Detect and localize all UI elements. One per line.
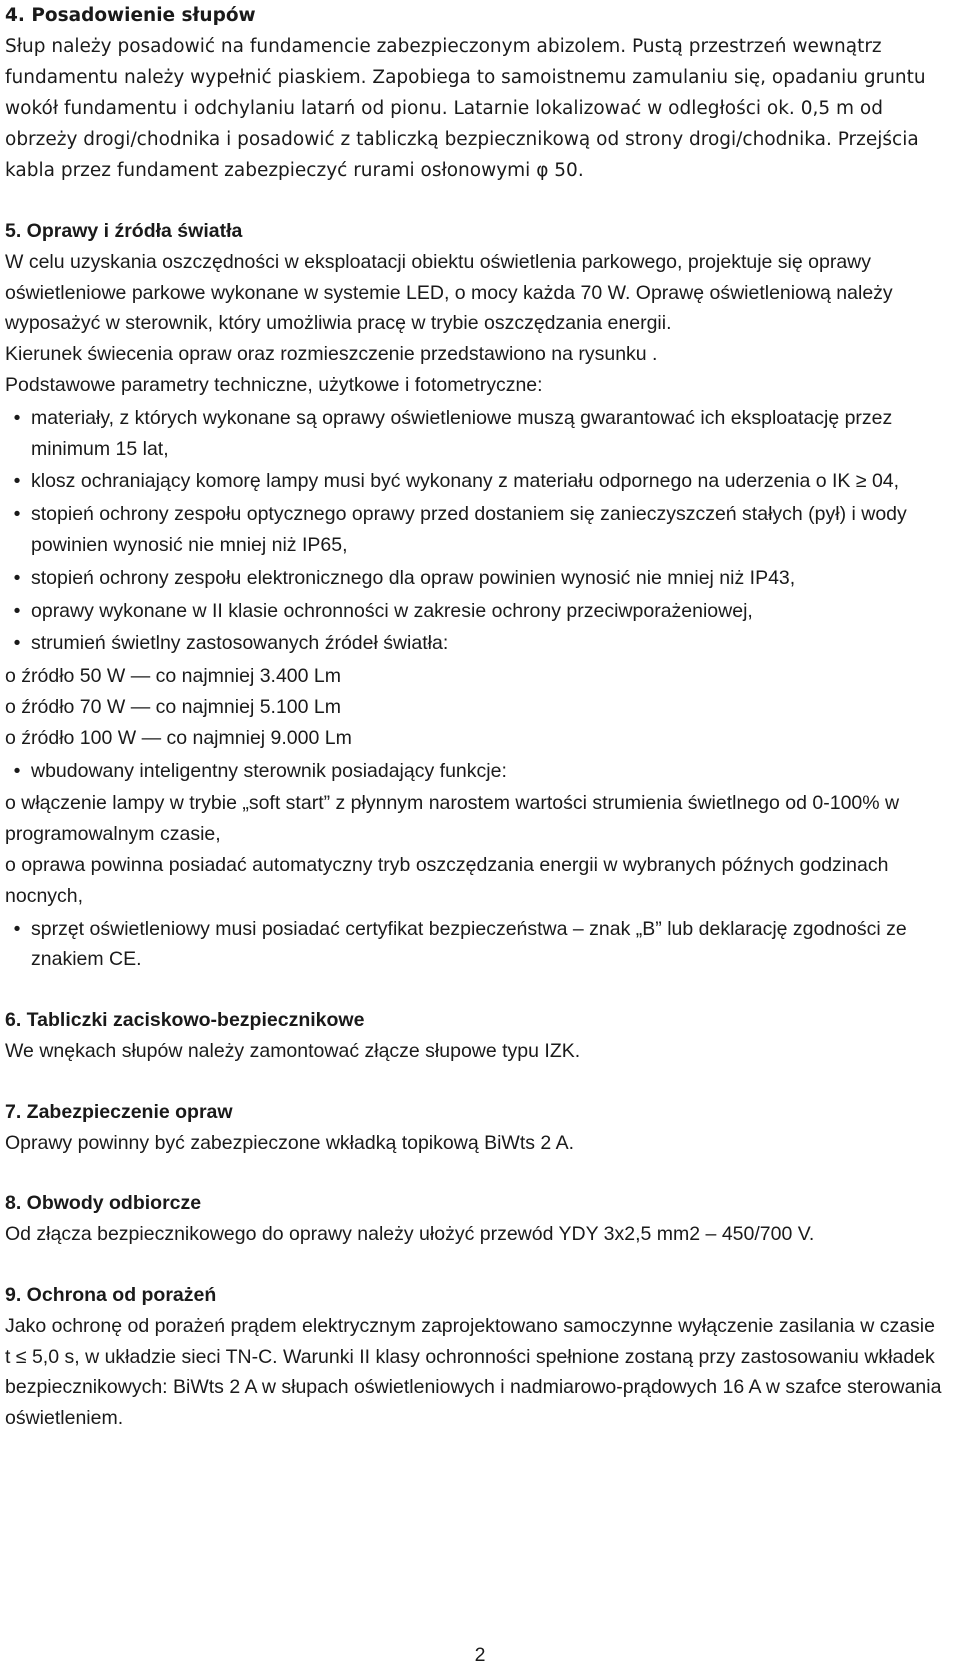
bullet-item bbox=[5, 596, 945, 627]
bullet-text: wbudowany inteligentny sterownik posiadający funkcje: bbox=[31, 759, 507, 782]
bullet-item bbox=[5, 756, 945, 787]
controller-item: o oprawa powinna posiadać automatyczny tryb oszczędzania energii w wybranych późnych godzinach nocnych, bbox=[5, 853, 889, 907]
section-4-body: Słup należy posadowić na fundamencie zabezpieczonym abizolem. Pustą przestrzeń wewnątrz fundamentu należy wypełnić piaskiem. Zapobiega to samoistnemu zamulaniu się, opadaniu gruntu wokół fundamentu i odchylaniu latarń od pionu. Latarnie lokalizować w odległości ok. 0,5 m od obrzeży drogi/chodnika i posadowić z tabliczką bezpiecznikową od strony drogi/chodnika. Przejścia kabla przez fundament zabezpieczyć rurami osłonowymi φ 50. bbox=[5, 36, 926, 181]
bullet-item bbox=[5, 466, 945, 497]
bullet-icon: • bbox=[13, 566, 21, 589]
bullet-item bbox=[5, 499, 945, 561]
bullet-icon: • bbox=[13, 917, 21, 940]
section-8-heading: 8. Obwody odbiorcze bbox=[5, 1192, 202, 1215]
section-5-direction: Kierunek świecenia opraw oraz rozmieszczenie przedstawiono na rysunku . bbox=[5, 343, 658, 366]
bullet-item bbox=[5, 563, 945, 594]
section-5 bbox=[5, 216, 945, 975]
bullet-item bbox=[5, 403, 945, 465]
page-number: 2 bbox=[474, 1644, 486, 1666]
flux-item: o źródło 50 W — co najmniej 3.400 Lm bbox=[5, 665, 341, 688]
bullet-text: stopień ochrony zespołu elektronicznego dla opraw powinien wynosić nie mniej niż IP43, bbox=[31, 566, 796, 589]
bullet-item bbox=[5, 914, 945, 976]
flux-item: o źródło 100 W — co najmniej 9.000 Lm bbox=[5, 726, 352, 749]
bullet-icon: • bbox=[13, 470, 21, 493]
bullet-text: sprzęt oświetleniowy musi posiadać certyfikat bezpieczeństwa – znak „B” lub deklarację zgodności ze znakiem CE. bbox=[31, 917, 907, 971]
section-5-intro: W celu uzyskania oszczędności w eksploatacji obiektu oświetlenia parkowego, projektuje się oprawy oświetleniowe parkowe wykonane w systemie LED, o mocy każda 70 W. Oprawę oświetleniową należy wyposażyć w sterownik, który umożliwia pracę w trybie oszczędzania energii. bbox=[5, 250, 893, 335]
bullet-text: strumień świetlny zastosowanych źródeł światła: bbox=[31, 632, 449, 655]
bullet-text: klosz ochraniający komorę lampy musi być wykonany z materiału odpornego na uderzenia o IK ≥ 04, bbox=[31, 470, 900, 493]
section-5-params-intro: Podstawowe parametry techniczne, użytkowe i fotometryczne: bbox=[5, 373, 543, 396]
bullet-item bbox=[5, 628, 945, 659]
section-5-heading: 5. Oprawy i źródła światła bbox=[5, 220, 243, 242]
section-7-body: Oprawy powinny być zabezpieczone wkładką topikową BiWts 2 A. bbox=[5, 1131, 575, 1154]
section-6-body: We wnękach słupów należy zamontować złącze słupowe typu IZK. bbox=[5, 1039, 581, 1062]
bullet-text: materiały, z których wykonane są oprawy oświetleniowe muszą gwarantować ich eksploatację przez minimum 15 lat, bbox=[31, 406, 893, 460]
bullet-icon: • bbox=[13, 632, 21, 655]
bullet-icon: • bbox=[13, 599, 21, 622]
section-9-heading: 9. Ochrona od porażeń bbox=[5, 1283, 217, 1306]
section-6-heading: 6. Tabliczki zaciskowo-bezpiecznikowe bbox=[5, 1009, 365, 1032]
bullet-icon: • bbox=[13, 406, 21, 429]
section-4-heading: 4. Posadowienie słupów bbox=[5, 5, 256, 26]
section-7 bbox=[5, 1097, 945, 1159]
bullet-text: oprawy wykonane w II klasie ochronności w zakresie ochrony przeciwporażeniowej, bbox=[31, 599, 753, 622]
section-9 bbox=[5, 1280, 945, 1434]
section-6 bbox=[5, 1005, 945, 1067]
controller-item: o włączenie lampy w trybie „soft start” z płynnym narostem wartości strumienia świetlnego od 0-100% w programowalnym czasie, bbox=[5, 792, 900, 846]
bullet-icon: • bbox=[13, 503, 21, 526]
section-4 bbox=[5, 0, 945, 186]
section-9-body: Jako ochronę od porażeń prądem elektrycznym zaprojektowano samoczynne wyłączenie zasilania w czasie t ≤ 5,0 s, w układzie sieci TN-C. Warunki II klasy ochronności spełnione zostaną przy zastosowaniu wkładek bezpiecznikowych: BiWts 2 A w słupach oświetleniowych i nadmiarowo-prądowych 16 A w szafce sterowania oświetleniem. bbox=[5, 1314, 942, 1430]
flux-item: o źródło 70 W — co najmniej 5.100 Lm bbox=[5, 695, 341, 718]
document-page bbox=[5, 0, 945, 1434]
bullet-icon: • bbox=[13, 759, 21, 782]
section-8 bbox=[5, 1188, 945, 1250]
section-8-body: Od złącza bezpiecznikowego do oprawy należy ułożyć przewód YDY 3x2,5 mm2 – 450/700 V. bbox=[5, 1223, 815, 1246]
section-7-heading: 7. Zabezpieczenie opraw bbox=[5, 1100, 233, 1123]
bullet-text: stopień ochrony zespołu optycznego oprawy przed dostaniem się zanieczyszczeń stałych (pył) i wody powinien wynosić nie mniej niż IP65, bbox=[31, 503, 907, 556]
